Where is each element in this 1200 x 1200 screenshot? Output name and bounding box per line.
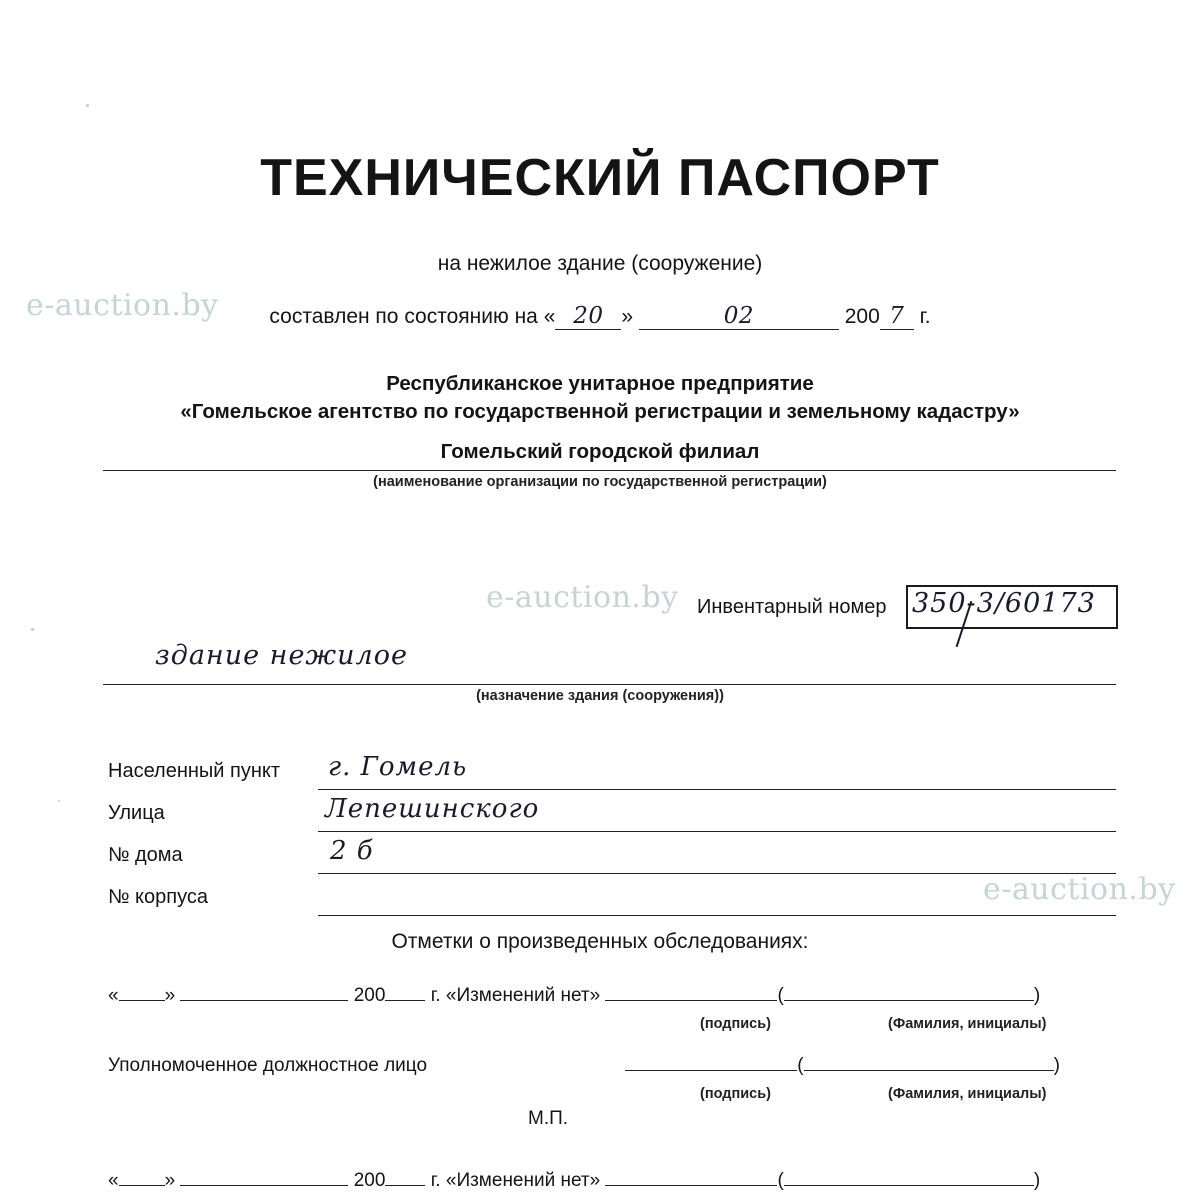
building-purpose-caption: (назначение здания (сооружения)) (476, 688, 724, 704)
organization-caption: (наименование организации по государственной регистрации) (373, 474, 827, 490)
inspection-day-blank-2 (119, 1185, 165, 1186)
inventory-number-value: 350-3/60173 (912, 588, 1096, 619)
inspections-header: Отметки о произведенных обследованиях: (391, 930, 809, 953)
building-purpose-rule (103, 684, 1116, 685)
address-value-settlement: г. Гомель (328, 752, 468, 782)
address-label-house: № дома (108, 844, 183, 866)
inspection-month-blank-2 (180, 1185, 348, 1186)
inspection-paren-close: ) (1033, 985, 1041, 1006)
inventory-number-label: Инвентарный номер (697, 596, 887, 618)
document-subtitle: на нежилое здание (сооружение) (437, 252, 763, 275)
compiled-day-value: 20 (555, 303, 621, 330)
address-label-settlement: Населенный пункт (108, 760, 281, 782)
address-label-corpus: № корпуса (108, 886, 208, 908)
inspection-signature-blank-2 (605, 1185, 777, 1186)
inspection-paren-close-2: ) (1033, 1170, 1041, 1191)
address-row-street (0, 794, 1200, 836)
organization-rule (103, 470, 1116, 471)
authorized-official-label: Уполномоченное должностное лицо (108, 1055, 428, 1076)
inspection-year-prefix-2: 200 (353, 1170, 386, 1191)
inspection-signature-blank (605, 1000, 777, 1001)
compiled-year-digit: 7 (880, 303, 914, 330)
inspection-entry-1 (108, 985, 1200, 1007)
compiled-year-suffix: г. (919, 305, 931, 328)
organization-line-3: Гомельский городской филиал (440, 440, 760, 463)
inspection-year-blank-2 (385, 1185, 425, 1186)
watermark: e-auction.by (486, 580, 679, 615)
inspection-year-suffix-2: г. (430, 1170, 441, 1191)
address-rule-corpus (318, 915, 1116, 916)
compiled-month-value: 02 (639, 303, 839, 330)
organization-line-2: «Гомельское агентство по государственной регистрации и земельному кадастру» (180, 400, 1020, 423)
watermark: e-auction.by (26, 288, 219, 323)
address-rule-street (318, 831, 1116, 832)
inspection-fio-blank-2 (784, 1185, 1034, 1186)
inspection-fio-caption: (Фамилия, инициалы) (888, 1016, 1047, 1032)
stamp-place-label: М.П. (528, 1108, 569, 1129)
inspection-no-changes: «Изменений нет» (445, 985, 601, 1006)
inspection-quote-open-2: « (108, 1170, 119, 1191)
address-rule-house (318, 873, 1116, 874)
inspection-no-changes-2: «Изменений нет» (445, 1170, 601, 1191)
page-title: ТЕХНИЧЕСКИЙ ПАСПОРТ (260, 149, 940, 207)
official-signature-caption: (подпись) (700, 1086, 771, 1102)
inspection-quote-open: « (108, 985, 119, 1006)
inspection-month-blank (180, 1000, 348, 1001)
official-fio-caption: (Фамилия, инициалы) (888, 1086, 1047, 1102)
inspection-paren-open-2: ( (777, 1170, 784, 1191)
inspection-quote-close-2: » (164, 1170, 176, 1191)
official-paren-open: ( (797, 1055, 804, 1076)
address-row-corpus (0, 878, 1200, 920)
organization-line-1: Республиканское унитарное предприятие (386, 372, 814, 395)
inspection-year-suffix: г. (430, 985, 441, 1006)
address-value-street: Лепешинского (325, 794, 540, 824)
watermark: e-auction.by (983, 872, 1176, 907)
official-fio-blank (804, 1070, 1054, 1071)
compiled-quote-close: » (621, 305, 634, 328)
inspection-entry-2 (108, 1170, 1200, 1192)
scan-speck (31, 628, 34, 631)
inspection-quote-close: » (164, 985, 176, 1006)
building-purpose-value: здание нежилое (155, 640, 408, 671)
address-value-house: 2 б (330, 836, 374, 866)
official-paren-close: ) (1053, 1055, 1060, 1076)
inspection-year-prefix: 200 (353, 985, 386, 1006)
address-label-street: Улица (108, 802, 165, 824)
address-row-settlement (0, 752, 1200, 794)
scan-speck (86, 104, 89, 107)
inspection-signature-caption: (подпись) (700, 1016, 771, 1032)
inspection-day-blank (119, 1000, 165, 1001)
address-rule-settlement (318, 789, 1116, 790)
inspection-paren-open: ( (777, 985, 784, 1006)
authorized-official-row (108, 1055, 1200, 1077)
compiled-year-prefix: 200 (844, 305, 880, 328)
inspection-fio-blank (784, 1000, 1034, 1001)
address-row-house (0, 836, 1200, 878)
inspection-year-blank (385, 1000, 425, 1001)
compiled-on-label: составлен по состоянию на « (269, 305, 556, 328)
official-signature-blank (625, 1070, 797, 1071)
